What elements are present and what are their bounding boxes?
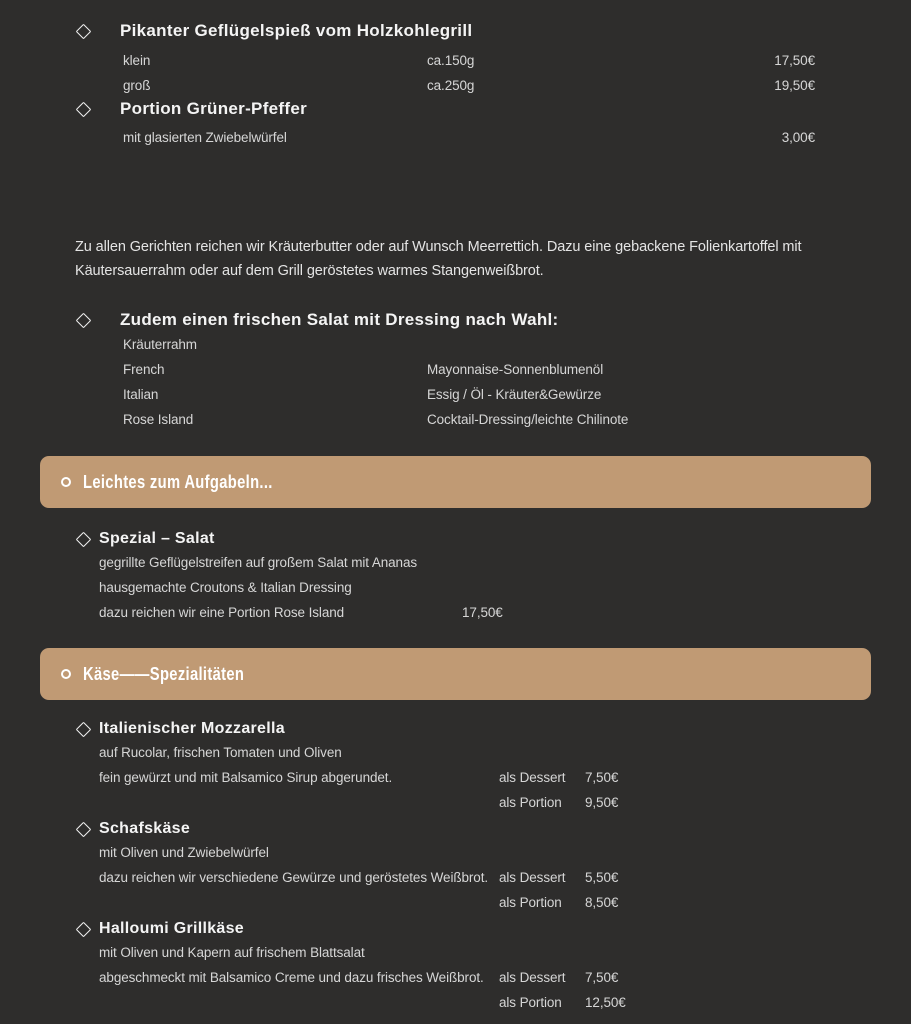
- menu-item-title: Portion Grüner-Pfeffer: [120, 99, 308, 118]
- dressing-name: Rose Island: [123, 412, 194, 427]
- menu-price-row: [0, 73, 911, 98]
- item-description-row: [0, 550, 911, 575]
- size-label: klein: [123, 53, 151, 68]
- item-price-row: [0, 965, 911, 990]
- price-label: 17,50€: [462, 605, 503, 620]
- portion-type-label: als Portion: [499, 995, 562, 1010]
- item-description: auf Rucolar, frischen Tomaten und Oliven: [99, 745, 342, 760]
- item-description-row: [0, 600, 911, 625]
- item-description: abgeschmeckt mit Balsamico Creme und dazu frisches Weißbrot.: [99, 970, 484, 985]
- circle-outline-icon: [61, 669, 71, 679]
- section-banner-leichtes: [40, 456, 871, 508]
- item-description-row: [0, 740, 911, 765]
- dressing-desc: Essig / Öl - Kräuter&Gewürze: [427, 387, 602, 402]
- item-price-row: [0, 765, 911, 790]
- item-price-row: [0, 790, 911, 815]
- item-description: mit Oliven und Kapern auf frischem Blattsalat: [99, 945, 365, 960]
- portion-type-label: als Dessert: [499, 970, 566, 985]
- item-description-row: [0, 940, 911, 965]
- dressing-option-row: [0, 382, 911, 407]
- circle-outline-icon: [61, 477, 71, 487]
- dressing-section-head: [0, 309, 911, 331]
- menu-item-title: Halloumi Grillkäse: [99, 920, 245, 937]
- portion-type-label: als Portion: [499, 795, 562, 810]
- dressing-option-row: [0, 407, 911, 432]
- dressing-desc: Mayonnaise-Sonnenblumenöl: [427, 362, 604, 377]
- item-description-row: [0, 575, 911, 600]
- menu-item-title: Schafskäse: [99, 820, 191, 837]
- menu-price-row: [0, 48, 911, 73]
- portion-type-label: als Dessert: [499, 770, 566, 785]
- section-banner-kaese: [40, 648, 871, 700]
- item-description: dazu reichen wir verschiedene Gewürze und geröstetes Weißbrot.: [99, 870, 488, 885]
- menu-item-head: [0, 818, 911, 840]
- price-label: 9,50€: [585, 795, 619, 810]
- size-label: groß: [123, 78, 151, 93]
- item-description: dazu reichen wir eine Portion Rose Island: [99, 605, 345, 620]
- dressing-option-row: [0, 332, 911, 357]
- dressing-desc: Cocktail-Dressing/leichte Chilinote: [427, 412, 629, 427]
- diamond-outline-icon: [76, 921, 92, 937]
- item-description: hausgemachte Croutons & Italian Dressing: [99, 580, 352, 595]
- diamond-outline-icon: [76, 531, 92, 547]
- item-description: fein gewürzt und mit Balsamico Sirup abgerundet.: [99, 770, 393, 785]
- diamond-outline-icon: [76, 821, 92, 837]
- price-label: 7,50€: [585, 970, 619, 985]
- diamond-outline-icon: [76, 23, 92, 39]
- menu-item-head: [0, 918, 911, 940]
- weight-label: ca.150g: [427, 53, 475, 68]
- portion-type-label: als Dessert: [499, 870, 566, 885]
- menu-item-title: Spezial – Salat: [99, 530, 215, 547]
- section-banner-label: Käse——Spezialitäten: [83, 663, 245, 684]
- dressing-option-row: [0, 357, 911, 382]
- menu-item-title: Pikanter Geflügelspieß vom Holzkohlegrill: [120, 21, 473, 40]
- diamond-outline-icon: [76, 101, 92, 117]
- menu-item-head: [0, 528, 911, 550]
- dressing-name: Kräuterrahm: [123, 337, 197, 352]
- menu-note-paragraph: Zu allen Gerichten reichen wir Kräuterbutter oder auf Wunsch Meerrettich. Dazu eine gebackene Folienkartoffel mit Käutersauerrahm oder auf dem Grill geröstetes warmes Stangenweißbrot.: [75, 239, 802, 279]
- menu-item-head: [0, 98, 911, 120]
- diamond-outline-icon: [76, 721, 92, 737]
- price-label: 8,50€: [585, 895, 619, 910]
- menu-item-head: [0, 20, 911, 42]
- menu-price-row: [0, 125, 911, 150]
- dressing-name: French: [123, 362, 165, 377]
- dressing-name: Italian: [123, 387, 159, 402]
- item-price-row: [0, 890, 911, 915]
- price-label: 5,50€: [585, 870, 619, 885]
- weight-label: ca.250g: [427, 78, 475, 93]
- item-description: mit glasierten Zwiebelwürfel: [123, 130, 287, 145]
- price-label: 12,50€: [585, 995, 626, 1010]
- price-label: 17,50€: [774, 53, 815, 68]
- diamond-outline-icon: [76, 312, 92, 328]
- item-price-row: [0, 865, 911, 890]
- price-label: 3,00€: [781, 130, 815, 145]
- item-price-row: [0, 990, 911, 1015]
- item-description-row: [0, 840, 911, 865]
- item-description: gegrillte Geflügelstreifen auf großem Salat mit Ananas: [99, 555, 418, 570]
- menu-item-head: [0, 718, 911, 740]
- dressing-section-title: Zudem einen frischen Salat mit Dressing nach Wahl:: [120, 310, 559, 329]
- menu-item-title: Italienischer Mozzarella: [99, 720, 285, 737]
- price-label: 7,50€: [585, 770, 619, 785]
- section-banner-label: Leichtes zum Aufgabeln...: [83, 471, 273, 492]
- portion-type-label: als Portion: [499, 895, 562, 910]
- price-label: 19,50€: [774, 78, 815, 93]
- item-description: mit Oliven und Zwiebelwürfel: [99, 845, 269, 860]
